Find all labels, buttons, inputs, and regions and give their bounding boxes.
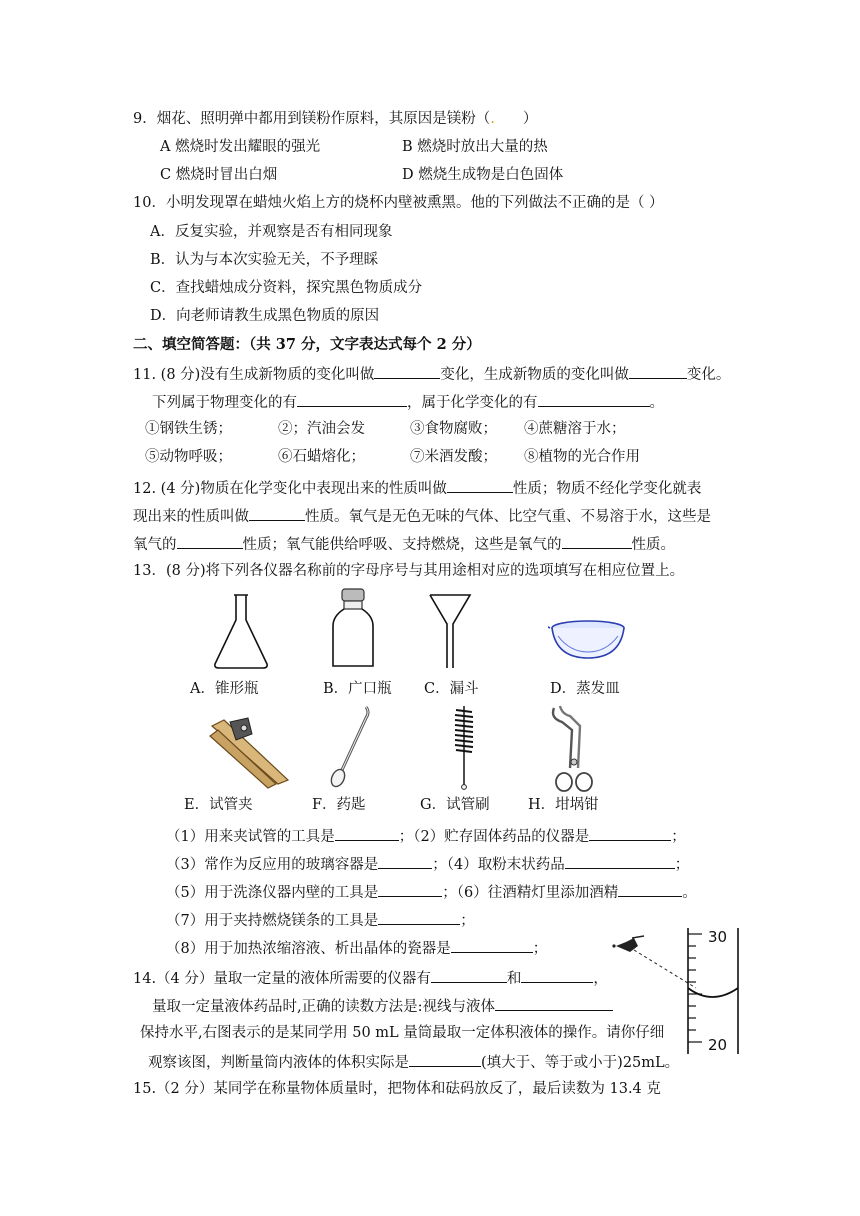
answer-blank[interactable] bbox=[431, 968, 507, 983]
instrument-label-a: A．锥形瓶 bbox=[190, 681, 259, 697]
q13-stem: 13．(8 分)将下列各仪器名称前的字母序号与其用途相对应的选项填写在相应位置上。 bbox=[133, 563, 685, 579]
instrument-label-f: F．药匙 bbox=[312, 797, 366, 813]
q11-item: ②；汽油会发 bbox=[278, 421, 365, 437]
q13-sub-7: （7）用于夹持燃烧镁条的工具是 ； bbox=[166, 910, 475, 930]
q10-option-d: D．向老师请教生成黑色物质的原因 bbox=[150, 308, 380, 324]
q10-option-a: A．反复实验，并观察是否有相同现象 bbox=[150, 224, 393, 240]
wide-mouth-bottle-icon bbox=[330, 588, 376, 670]
answer-blank[interactable] bbox=[562, 534, 632, 549]
q11-item: ⑦米酒发酸； bbox=[410, 449, 497, 465]
answer-blank[interactable] bbox=[249, 506, 305, 521]
q9-option-b: B 燃烧时放出大量的热 bbox=[402, 139, 548, 155]
scale-label-30: 30 bbox=[708, 928, 728, 946]
answer-blank[interactable] bbox=[538, 392, 650, 407]
medicine-spoon-icon bbox=[330, 704, 372, 788]
answer-blank[interactable] bbox=[618, 882, 682, 897]
funnel-icon bbox=[428, 592, 472, 670]
instrument-label-c: C．漏斗 bbox=[424, 681, 479, 697]
answer-blank[interactable] bbox=[374, 364, 440, 379]
eye-icon bbox=[612, 936, 644, 952]
q13-sub-5-6: （5）用于洗涤仪器内壁的工具是 ；（6）往酒精灯里添加酒精 。 bbox=[166, 882, 697, 902]
answer-blank[interactable] bbox=[378, 910, 460, 925]
instrument-label-h: H．坩埚钳 bbox=[528, 797, 599, 813]
conical-flask-icon bbox=[210, 592, 272, 670]
instrument-label-g: G．试管刷 bbox=[420, 797, 490, 813]
answer-blank[interactable] bbox=[565, 854, 675, 869]
answer-blank[interactable] bbox=[629, 364, 687, 379]
q9-option-c: C 燃烧时冒出白烟 bbox=[160, 167, 278, 183]
q11-line-1: 11. (8 分)没有生成新物质的变化叫做 变化，生成新物质的变化叫做 变化。 bbox=[133, 364, 730, 384]
instrument-label-e: E．试管夹 bbox=[184, 797, 253, 813]
q12-line-2: 现出来的性质叫做 性质。氧气是无色无味的气体、比空气重、不易溶于水，这些是 bbox=[133, 506, 711, 526]
answer-blank[interactable] bbox=[451, 938, 533, 953]
test-tube-brush-icon bbox=[452, 704, 476, 790]
q11-item: ⑥石蜡熔化； bbox=[278, 449, 365, 465]
section-2-title: 二、填空简答题：（共 37 分，文字表达式每个 2 分） bbox=[133, 336, 481, 353]
q9-stem: 9．烟花、照明弹中都用到镁粉作原料，其原因是镁粉（. ） bbox=[133, 111, 538, 127]
q12-line-1: 12. (4 分)物质在化学变化中表现出来的性质叫做 性质；物质不经化学变化就表 bbox=[133, 478, 701, 498]
q10-option-b: B．认为与本次实验无关，不予理睬 bbox=[150, 252, 379, 268]
evaporating-dish-icon bbox=[548, 618, 628, 662]
test-tube-clamp-icon bbox=[208, 714, 290, 790]
mark-dot: . bbox=[490, 111, 495, 127]
instrument-label-b: B．广口瓶 bbox=[323, 681, 392, 697]
answer-blank[interactable] bbox=[495, 996, 613, 1011]
answer-blank[interactable] bbox=[589, 826, 671, 841]
q9-option-a: A 燃烧时发出耀眼的强光 bbox=[160, 139, 321, 155]
q11-item: ⑧植物的光合作用 bbox=[524, 449, 640, 465]
q11-line-2: 下列属于物理变化的有 ，属于化学变化的有 。 bbox=[152, 392, 664, 412]
q10-stem: 10．小明发现罩在蜡烛火焰上方的烧杯内壁被熏黑。他的下列做法不正确的是（ ） bbox=[133, 195, 664, 211]
q13-sub-1-2: （1）用来夹试管的工具是 ；（2）贮存固体药品的仪器是 ； bbox=[166, 826, 686, 846]
q15-stem: 15.（2 分）某同学在称量物体质量时，把物体和砝码放反了，最后读数为 13.4 克 bbox=[133, 1081, 661, 1097]
answer-blank[interactable] bbox=[297, 392, 407, 407]
answer-blank[interactable] bbox=[378, 882, 442, 897]
q11-item: ①钢铁生锈； bbox=[145, 421, 232, 437]
q9-option-d: D 燃烧生成物是白色固体 bbox=[402, 167, 564, 183]
q11-item: ④蔗糖溶于水； bbox=[524, 421, 626, 437]
answer-blank[interactable] bbox=[177, 534, 243, 549]
q13-sub-3-4: （3）常作为反应用的玻璃容器是 ；（4）取粉末状药品 ； bbox=[166, 854, 689, 874]
answer-blank[interactable] bbox=[409, 1052, 481, 1067]
q10-option-c: C．查找蜡烛成分资料，探究黑色物质成分 bbox=[150, 280, 423, 296]
instrument-label-d: D．蒸发皿 bbox=[550, 681, 620, 697]
q13-sub-8: （8）用于加热浓缩溶液、析出晶体的瓷器是 ； bbox=[166, 938, 547, 958]
q14-line-2: 量取一定量液体药品时,正确的读数方法是:视线与液体 bbox=[152, 996, 613, 1016]
answer-blank[interactable] bbox=[378, 854, 432, 869]
answer-blank[interactable] bbox=[335, 826, 399, 841]
q11-item: ⑤动物呼吸； bbox=[145, 449, 232, 465]
q14-line-3: 保持水平,右图表示的是某同学用 50 mL 量筒最取一定体积液体的操作。请你仔细 bbox=[140, 1025, 665, 1041]
q14-line-1: 14.（4 分）量取一定量的液体所需要的仪器有 和 ， bbox=[133, 968, 608, 988]
q12-line-3: 氧气的 性质；氧气能供给呼吸、支持燃烧，这些是氧气的 性质。 bbox=[133, 534, 675, 554]
answer-blank[interactable] bbox=[447, 478, 513, 493]
answer-blank[interactable] bbox=[521, 968, 593, 983]
q11-item: ③食物腐败； bbox=[410, 421, 497, 437]
scale-label-20: 20 bbox=[708, 1036, 728, 1054]
q14-line-4: 观察该图，判断量筒内液体的体积实际是 (填大于、等于或小于)25mL。 bbox=[148, 1052, 679, 1072]
crucible-tongs-icon bbox=[548, 704, 600, 794]
